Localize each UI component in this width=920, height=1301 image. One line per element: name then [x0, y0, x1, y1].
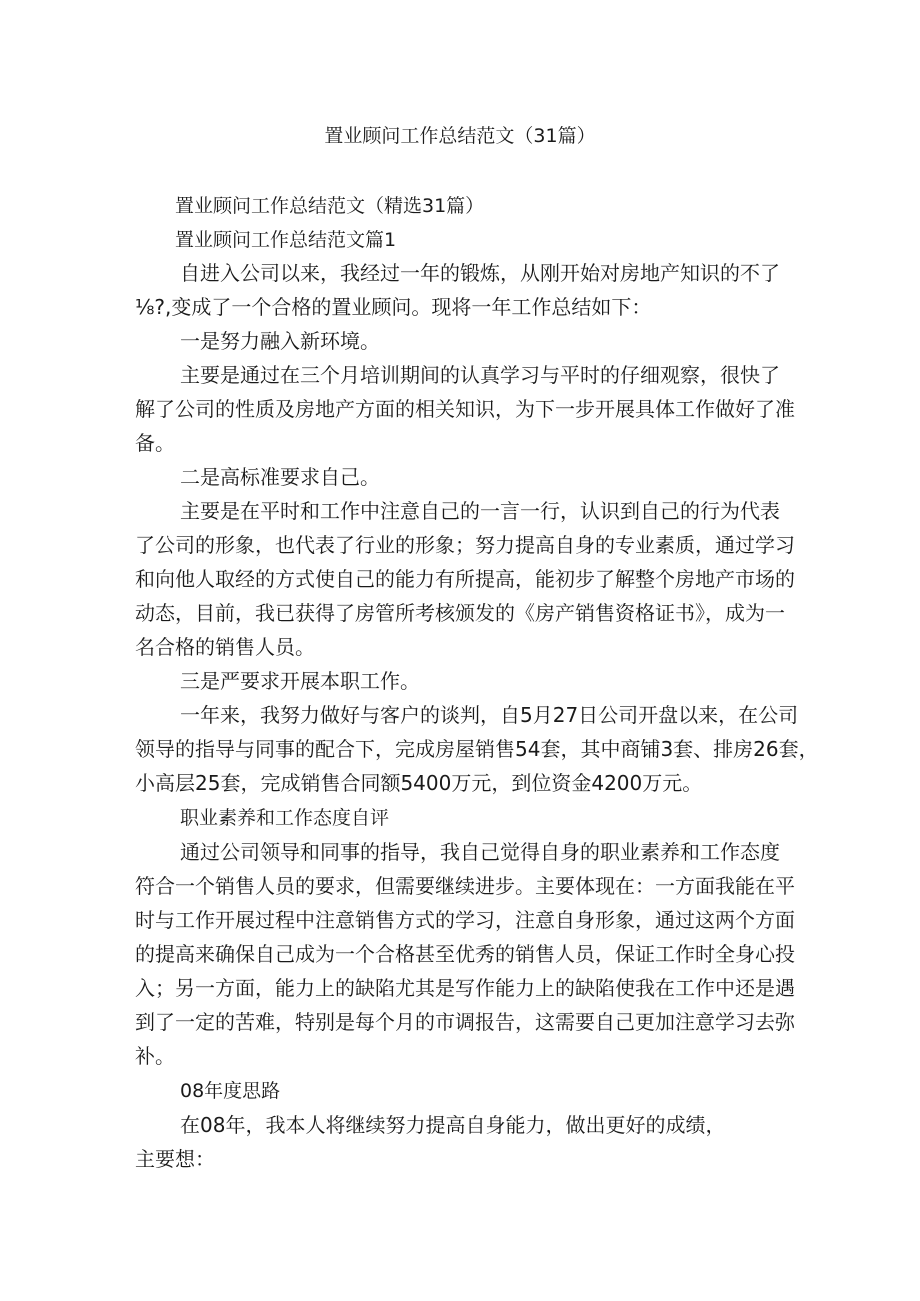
paragraph-line: 一年来，我努力做好与客户的谈判，自5月27日公司开盘以来，在公司 — [180, 703, 799, 727]
section-heading: 职业素养和工作态度自评 — [180, 807, 390, 829]
paragraph-line: 领导的指导与同事的配合下，完成房屋销售54套，其中商铺3套、排房26套， — [135, 737, 819, 761]
paragraph-line: 到了一定的苦难，特别是每个月的市调报告，这需要自己更加注意学习去弥 — [135, 1010, 795, 1034]
paragraph-line: 解了公司的性质及房地产方面的相关知识，为下一步开展具体工作做好了准 — [135, 397, 795, 421]
paragraph-line: 和向他人取经的方式使自己的能力有所提高，能初步了解整个房地产市场的 — [135, 567, 795, 591]
paragraph-line: 的提高来确保自己成为一个合格甚至优秀的销售人员，保证工作时全身心投 — [135, 942, 795, 966]
paragraph-line: 补。 — [135, 1044, 175, 1068]
section-heading: 08年度思路 — [180, 1080, 281, 1102]
paragraph-heading: 一是努力融入新环境。 — [180, 329, 380, 353]
paragraph-line: 小高层25套，完成销售合同额5400万元，到位资金4200万元。 — [135, 771, 703, 795]
paragraph-heading: 二是高标准要求自己。 — [180, 465, 380, 489]
document-title: 置业顾问工作总结范文（31篇） — [324, 125, 596, 147]
paragraph-line: ⅛?,变成了一个合格的置业顾问。现将一年工作总结如下： — [135, 295, 652, 319]
paragraph-line: 通过公司领导和同事的指导，我自己觉得自身的职业素养和工作态度 — [180, 840, 780, 864]
paragraph-line: 备。 — [135, 431, 175, 455]
paragraph-line: 名合格的销售人员。 — [135, 635, 315, 659]
paragraph-line: 自进入公司以来，我经过一年的锻炼，从刚开始对房地产知识的不了 — [180, 261, 780, 285]
subtitle-line: 置业顾问工作总结范文（精选31篇） — [175, 195, 485, 217]
section-heading: 置业顾问工作总结范文篇1 — [175, 229, 397, 251]
paragraph-line: 了公司的形象，也代表了行业的形象；努力提高自身的专业素质，通过学习 — [135, 533, 795, 557]
paragraph-line: 符合一个销售人员的要求，但需要继续进步。主要体现在：一方面我能在平 — [135, 874, 795, 898]
paragraph-line: 动态，目前，我已获得了房管所考核颁发的《房产销售资格证书》，成为一 — [135, 601, 785, 625]
paragraph-line: 在08年，我本人将继续努力提高自身能力，做出更好的成绩， — [180, 1113, 726, 1137]
paragraph-line: 时与工作开展过程中注意销售方式的学习，注意自身形象，通过这两个方面 — [135, 908, 795, 932]
paragraph-heading: 三是严要求开展本职工作。 — [180, 669, 420, 693]
paragraph-line: 主要是通过在三个月培训期间的认真学习与平时的仔细观察，很快了 — [180, 363, 780, 387]
paragraph-line: 入；另一方面，能力上的缺陷尤其是写作能力上的缺陷使我在工作中还是遇 — [135, 976, 795, 1000]
paragraph-line: 主要想： — [135, 1147, 215, 1171]
paragraph-line: 主要是在平时和工作中注意自己的一言一行，认识到自己的行为代表 — [180, 499, 780, 523]
